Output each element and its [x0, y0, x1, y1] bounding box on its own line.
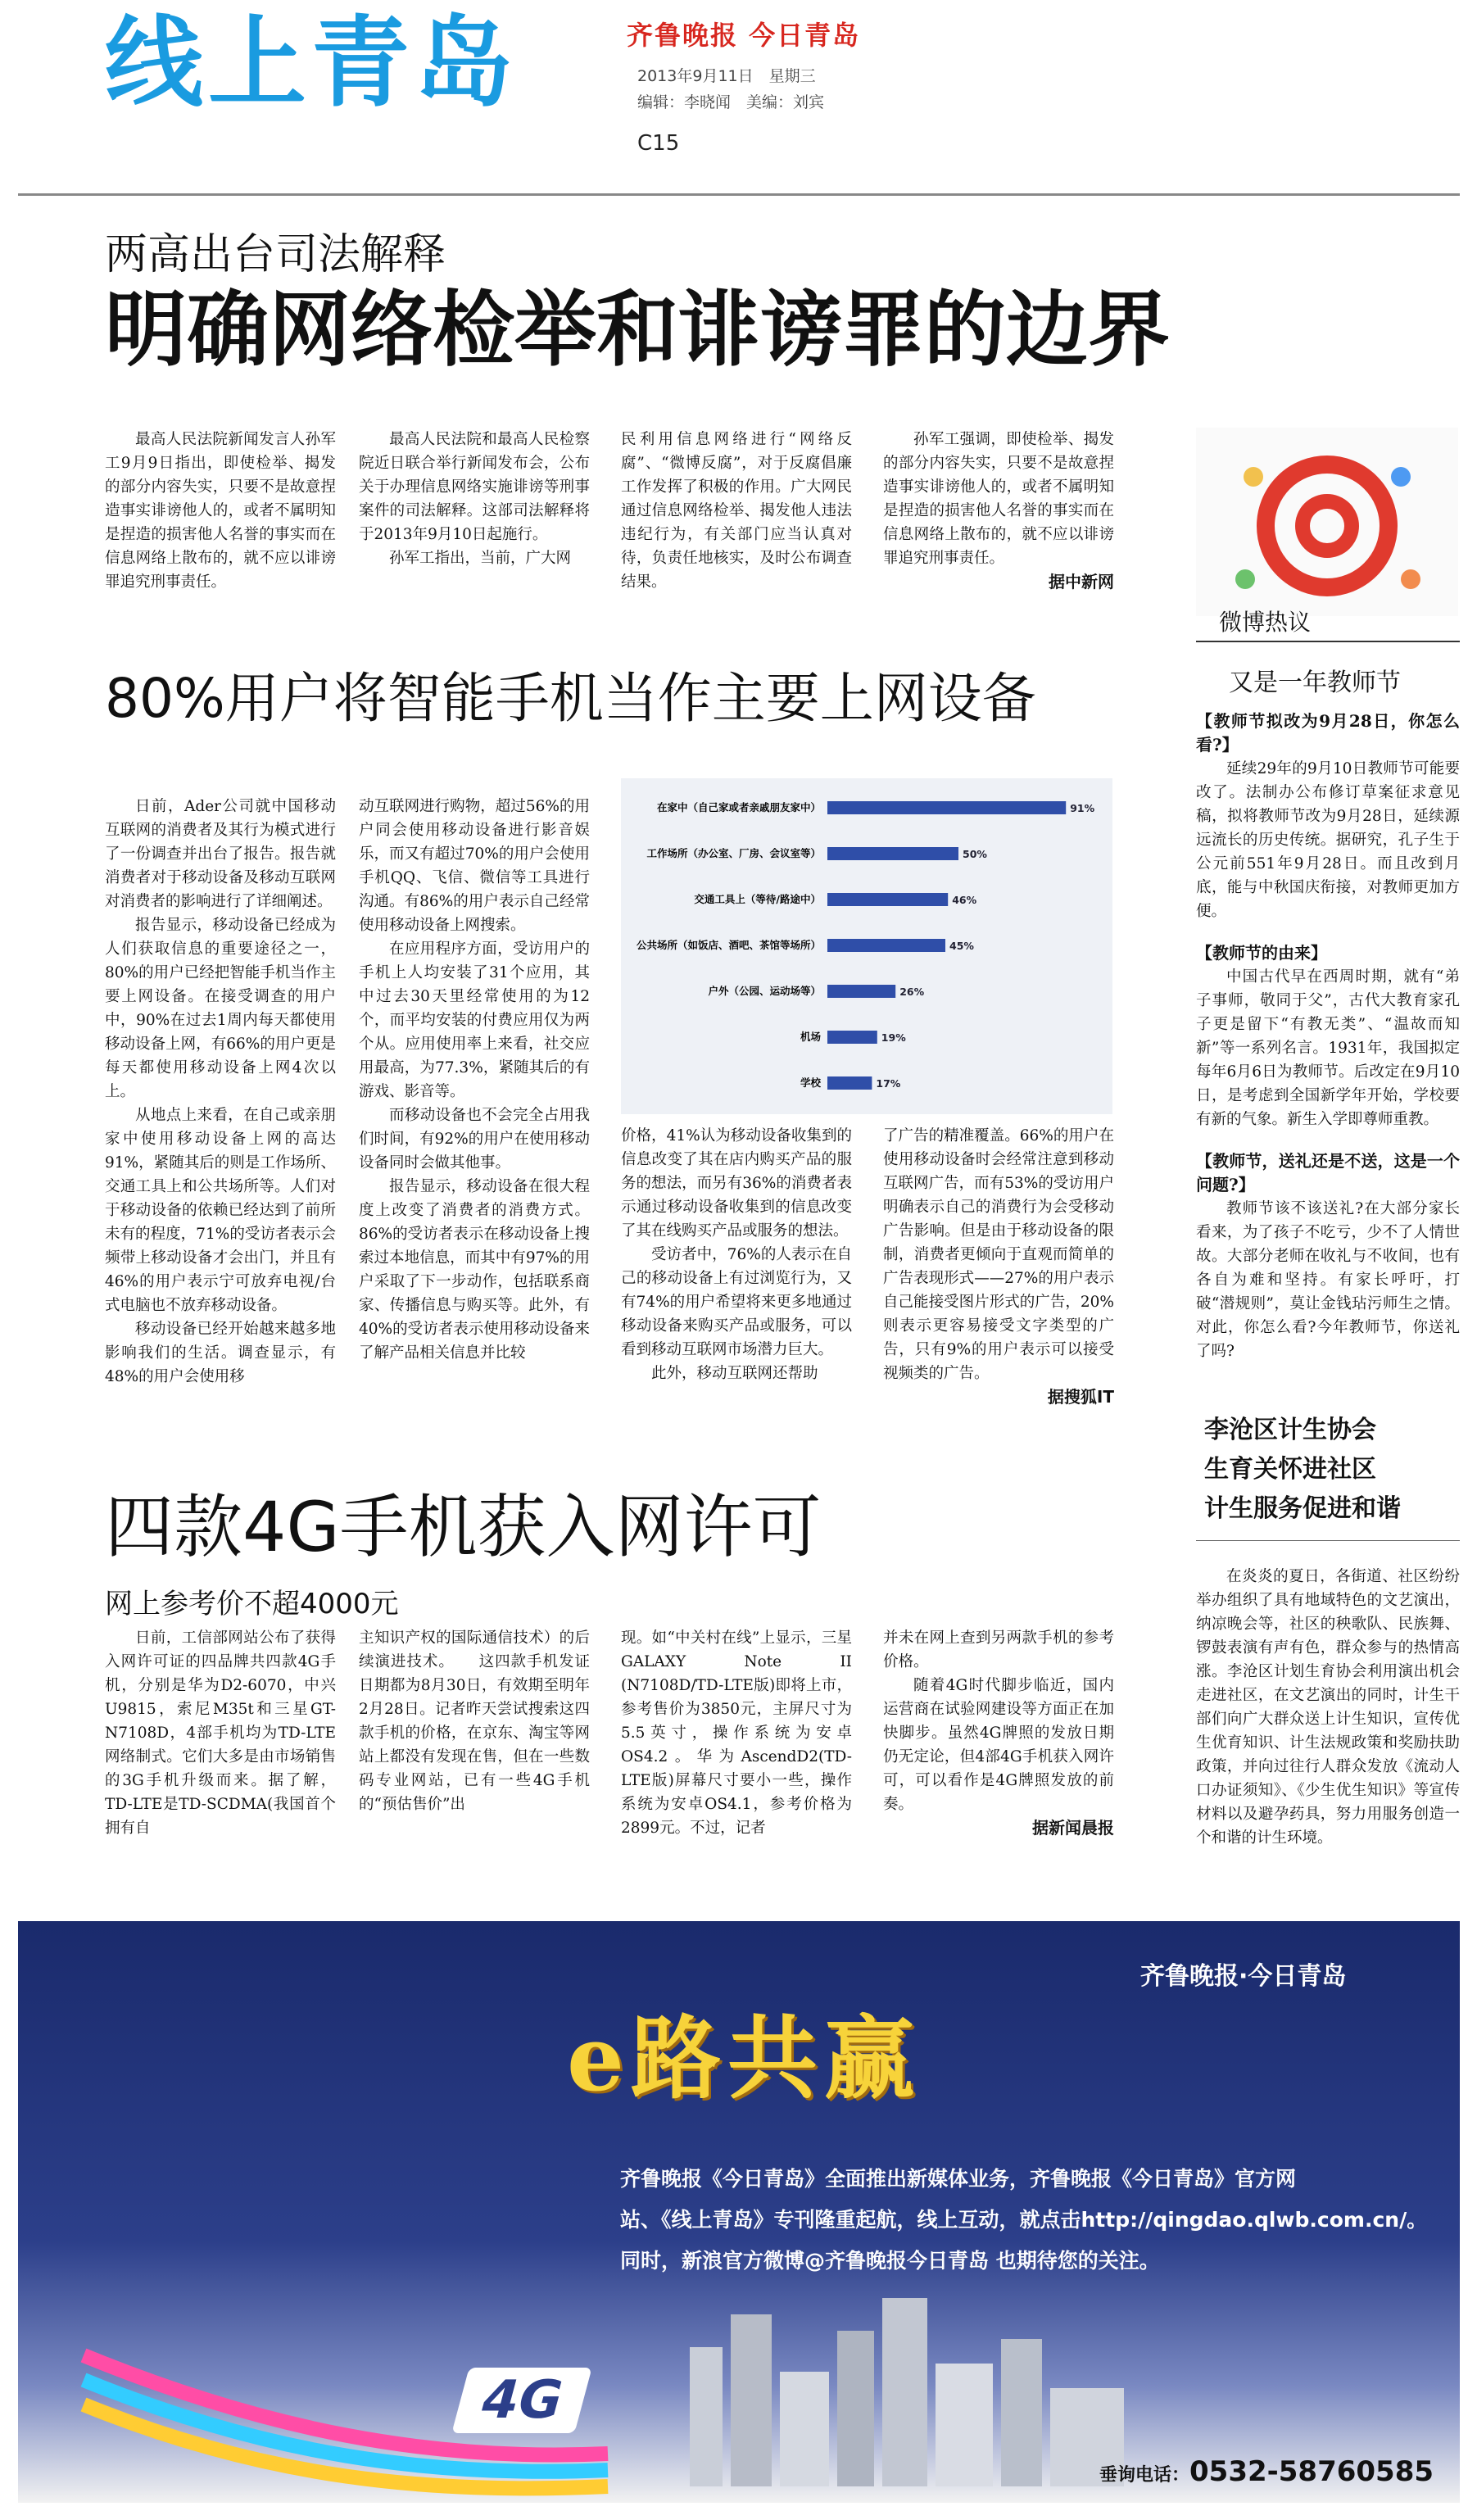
chart-value-label: 46% — [952, 894, 977, 906]
paragraph: 孙军工强调，即使检举、揭发的部分内容失实，只要不是故意捏造事实诽谤他人的，或者不属明知是捏造的损害他人名誉的事实而在信息网络上散布的，就不应以诽谤罪追究刑事责任。 — [883, 431, 1114, 567]
issue-date: 2013年9月11日 星期三 — [637, 67, 816, 85]
paragraph: 受访者中，76%的人表示在自己的移动设备上有过浏览行为，又有74%的用户希望将来更多地通过移动设备来购买产品或服务，可以看到移动互联网市场潜力巨大。 — [621, 1246, 852, 1358]
article1-col4 — [883, 428, 1114, 594]
article1-col2 — [359, 428, 590, 570]
article2-source: 据搜狐IT — [1047, 1387, 1114, 1407]
sidebar-question-1: 【教师节拟改为9月28日，你怎么看?】 — [1196, 711, 1460, 755]
paragraph: 在炎炎的夏日，各街道、社区纷纷举办组织了具有地域特色的文艺演出，纳凉晚会等，社区的秧歌队、民族舞、锣鼓表演有声有色，群众参与的热情高涨。李沧区计划生育协会利用演出机会走进社区，在文艺演出的同时，计生干部们向广大群众送上计生知识，宣传优生优育知识、计生法规政策和奖励扶助政策，并向过往行人群众发放《流动人口办证须知》、《少生优生知识》等宣传材料以及避孕药具，努力用服务创造一个和谐的计生环境。 — [1196, 1568, 1460, 1847]
sidebar-section-label: 微博热议 — [1219, 609, 1312, 636]
chart-category-label: 机场 — [800, 1031, 821, 1043]
article2-col3 — [621, 1124, 852, 1435]
paragraph: 动互联网进行购物，超过56%的用户同会使用移动设备进行影音娱乐，而又有超过70%的用户会使用手机QQ、飞信、微信等工具进行沟通。有86%的用户表示自己经常使用移动设备上网搜索。 — [359, 798, 590, 934]
masthead-rule — [18, 193, 1460, 196]
banner-phone — [1099, 2455, 1434, 2488]
paragraph: 在应用程序方面，受访用户的手机上人均安装了31个应用，其中过去30天里经常使用的为12个，而平均安装的付费应用仅为两个从。应用使用率上来看，社交应用最高，为77.3%，紧随其后的有游戏、影音等。 — [359, 940, 590, 1100]
article2-col4 — [883, 1124, 1114, 1452]
news-title-line: 李沧区计生协会 — [1204, 1416, 1376, 1444]
article1-col1 — [105, 428, 336, 594]
sidebar-title: 又是一年教师节 — [1229, 669, 1401, 697]
chart-value-label: 45% — [949, 940, 974, 952]
article3-col4 — [883, 1626, 1114, 1840]
sidebar-rule — [1196, 641, 1460, 642]
chart-value-label: 26% — [899, 986, 925, 998]
paragraph: 随着4G时代脚步临近，国内运营商在试验网建设等方面正在加快脚步。虽然4G牌照的发放日期仍无定论，但4部4G手机获入网许可，可以看作是4G牌照发放的前奏。 — [883, 1677, 1114, 1813]
article3-col1 — [105, 1626, 336, 1840]
page-number: C15 — [637, 131, 680, 156]
paragraph: 报告显示，移动设备在很大程度上改变了消费者的消费方式。86%的受访者表示在移动设备上搜索过本地信息，而其中有97%的用户采取了下一步动作，包括联系商家、传播信息与购买等。此外，有40%的受访者表示使用移动设备来了解产品相关信息并比较 — [359, 1178, 590, 1362]
paragraph: 日前，Ader公司就中国移动互联网的消费者及其行为模式进行了一份调查并出台了报告。报告就消费者对于移动设备及移动互联网对消费者的影响进行了详细阐述。 — [105, 798, 336, 910]
chart-bar — [827, 893, 948, 906]
news-title-line: 计生服务促进和谐 — [1204, 1494, 1401, 1523]
chart-svg — [621, 778, 1112, 1114]
sidebar-news-body — [1196, 1565, 1460, 1850]
4g-badge: 4G — [451, 2368, 591, 2433]
article2-col1 — [105, 795, 336, 1434]
chart-bar — [827, 985, 895, 998]
article1-kicker: 两高出台司法解释 — [105, 230, 446, 279]
sidebar-question-3: 【教师节，送礼还是不送，这是一个问题?】 — [1196, 1151, 1460, 1194]
masthead-title: 线上青岛 — [105, 7, 518, 120]
sidebar-news-rule — [1196, 1540, 1460, 1541]
banner-logo: 齐鲁晚报·今日青岛 — [1140, 1962, 1347, 1991]
paragraph: 主知识产权的国际通信技术）的后续演进技术。 这四款手机发证日期都为8月30日，有效期至明年2月28日。记者昨天尝试搜索这四款手机的价格，在京东、淘宝等网站上都没有发现在售，但在一些数码专业网站，已有一些4G手机的“预估售价”出 — [359, 1629, 590, 1813]
usage-location-chart — [621, 778, 1112, 1114]
article2-col2 — [359, 795, 590, 1434]
chart-category-label: 公共场所（如饭店、酒吧、茶馆等场所） — [636, 939, 821, 951]
article1-col3 — [621, 428, 852, 594]
banner-line-2: 站、《线上青岛》专刊隆重起航，线上互动，就点击http://qingdao.qlwb.com.cn/。 — [620, 2208, 1428, 2232]
paragraph: 价格，41%认为移动设备收集到的信息改变了其在店内购买产品的服务的想法，而另有36%的消费者表示通过移动设备收集到的信息改变了其在线购买产品或服务的想法。 — [621, 1127, 852, 1240]
paragraph: 从地点上来看，在自己或亲朋家中使用移动设备上网的高达91%，紧随其后的则是工作场所、交通工具上和公共场所等。人们对于移动设备的依赖已经达到了前所未有的程度，71%的受访者表示会频带上移动设备才会出门，并且有46%的用户表示宁可放弃电视/台式电脑也不放弃移动设备。 — [105, 1107, 336, 1314]
paragraph: 延续29年的9月10日教师节可能要改了。法制办公布修订草案征求意见稿，拟将教师节改为9月28日，延续源远流长的历史传统。据研究，孔子生于公元前551年9月28日。而且改到月底，能与中秋国庆衔接，对教师更加方便。 — [1196, 760, 1460, 920]
editors-line: 编辑：李晓闻 美编：刘宾 — [637, 93, 825, 111]
chart-value-label: 50% — [963, 848, 987, 860]
chart-bar — [827, 939, 945, 952]
paragraph: 日前，工信部网站公布了获得入网许可证的四品牌共四款4G手机，分别是华为D2-6070，中兴U9815，索尼M35t和三星GT-N7108D，4部手机均为TD-LTE网络制式。它们大多是由市场销售的3G手机升级而来。据了解，TD-LTE是TD-SCDMA(我国首个拥有自 — [105, 1629, 336, 1837]
article3-col2 — [359, 1626, 590, 1816]
chart-value-label: 91% — [1070, 802, 1095, 814]
chart-bar — [827, 847, 958, 860]
article1-headline: 明确网络检举和诽谤罪的边界 — [105, 282, 1170, 378]
phone-number: 0532-58760585 — [1189, 2455, 1434, 2488]
chart-bar — [827, 1031, 877, 1044]
article3-col3 — [621, 1626, 852, 1840]
article1-source: 据中新网 — [1049, 572, 1114, 591]
weibo-illustration — [1196, 428, 1458, 616]
paper-name: 齐鲁晚报 今日青岛 — [627, 20, 861, 51]
paragraph: 现。如“中关村在线”上显示，三星GALAXY Note II (N7108D/TD-LTE版)即将上市，参考售价为3850元，主屏尺寸为5.5英寸，操作系统为安卓OS4.2。华为AscendD2(TD-LTE版)屏幕尺寸要小一些，操作系统为安卓OS4.1，参考价格为2899元。不过，记者 — [621, 1629, 852, 1837]
chart-category-label: 交通工具上（等待/路途中） — [694, 893, 821, 905]
banner-line-3: 同时，新浪官方微博@齐鲁晚报今日青岛 也期待您的关注。 — [620, 2249, 1160, 2273]
paragraph: 教师节该不该送礼?在大部分家长看来，为了孩子不吃亏，少不了人情世故。大部分老师在收礼与不收间，也有各自为难和坚持。有家长呼吁，打破“潜规则”，莫让金钱玷污师生之情。对此，你怎么看?今年教师节，你送礼了吗? — [1196, 1200, 1460, 1360]
paragraph: 民利用信息网络进行“网络反腐”、“微博反腐”，对于反腐倡廉工作发挥了积极的作用。广大网民通过信息网络检举、揭发他人违法违纪行为，有关部门应当认真对待，负责任地核实，及时公布调查结果。 — [621, 431, 852, 591]
chart-bar — [827, 1076, 872, 1090]
news-title-line: 生育关怀进社区 — [1204, 1455, 1376, 1484]
banner-line-1: 齐鲁晚报《今日青岛》全面推出新媒体业务，齐鲁晚报《今日青岛》官方网 — [620, 2167, 1297, 2191]
chart-category-label: 户外（公园、运动场等） — [708, 985, 821, 997]
article3-headline: 四款4G手机获入网许可 — [105, 1487, 822, 1567]
at-sign-icon — [1196, 428, 1458, 616]
new-media-banner — [18, 1921, 1460, 2503]
sidebar-question-2: 【教师节的由来】 — [1196, 943, 1327, 963]
paragraph: 了广告的精准覆盖。66%的用户在使用移动设备时会经常注意到移动互联网广告，而有53%的受访用户明确表示自己的消费行为会受移动广告影响。但是由于移动设备的限制，消费者更倾向于直观而简单的广告表现形式——27%的用户表示自己能接受图片形式的广告，20%则表示更容易接受文字类型的广告，只有9%的用户表示可以接受视频类的广告。 — [883, 1127, 1114, 1382]
paragraph: 中国古代早在西周时期，就有“弟子事师，敬同于父”，古代大教育家孔子更是留下“有教无类”、“温故而知新”等一系列名言。1931年，我国拟定每年6月6日为教师节。后改定在9月10日，是考虑到全国新学年开始，学校要有新的气象。新生入学即尊师重教。 — [1196, 968, 1460, 1128]
banner-slogan: e路共赢 — [567, 2006, 921, 2111]
chart-bar — [827, 801, 1066, 814]
paragraph: 移动设备已经开始越来越多地影响我们的生活。调查显示，有48%的用户会使用移 — [105, 1321, 336, 1385]
paragraph: 最高人民法院和最高人民检察院近日联合举行新闻发布会，公布关于办理信息网络实施诽谤等刑事案件的司法解释。这部司法解释将于2013年9月10日起施行。 — [359, 431, 590, 543]
paragraph: 此外，移动互联网还帮助 — [651, 1365, 818, 1382]
sidebar-news-title — [1204, 1411, 1401, 1529]
article3-source: 据新闻晨报 — [1032, 1818, 1114, 1838]
article3-subhead: 网上参考价不超4000元 — [105, 1588, 399, 1620]
chart-category-label: 工作场所（办公室、厂房、会议室等） — [646, 847, 821, 859]
paragraph: 最高人民法院新闻发言人孙军工9月9日指出，即使检举、揭发的部分内容失实，只要不是故意捏造事实诽谤他人的，或者不属明知是捏造的损害他人名誉的事实而在信息网络上散布的，就不应以诽谤罪追究刑事责任。 — [105, 431, 336, 591]
paragraph: 并未在网上查到另两款手机的参考价格。 — [883, 1629, 1114, 1670]
paragraph: 而移动设备也不会完全占用我们时间，有92%的用户在使用移动设备同时会做其他事。 — [359, 1107, 590, 1172]
chart-category-label: 学校 — [800, 1076, 821, 1089]
paragraph: 报告显示，移动设备已经成为人们获取信息的重要途径之一，80%的用户已经把智能手机当作主要上网设备。在接受调查的用户中，90%在过去1周内每天都使用移动设备上网，有66%的用户更是每天都使用移动设备上网4次以上。 — [105, 917, 336, 1100]
sidebar-body — [1196, 709, 1460, 1363]
chart-value-label: 19% — [881, 1031, 906, 1044]
chart-value-label: 17% — [876, 1077, 901, 1090]
article2-headline: 80%用户将智能手机当作主要上网设备 — [105, 667, 1036, 730]
chart-category-label: 在家中（自己家或者亲戚朋友家中） — [656, 801, 821, 814]
phone-label: 垂询电话： — [1099, 2465, 1190, 2486]
paragraph: 孙军工指出，当前，广大网 — [389, 550, 572, 567]
